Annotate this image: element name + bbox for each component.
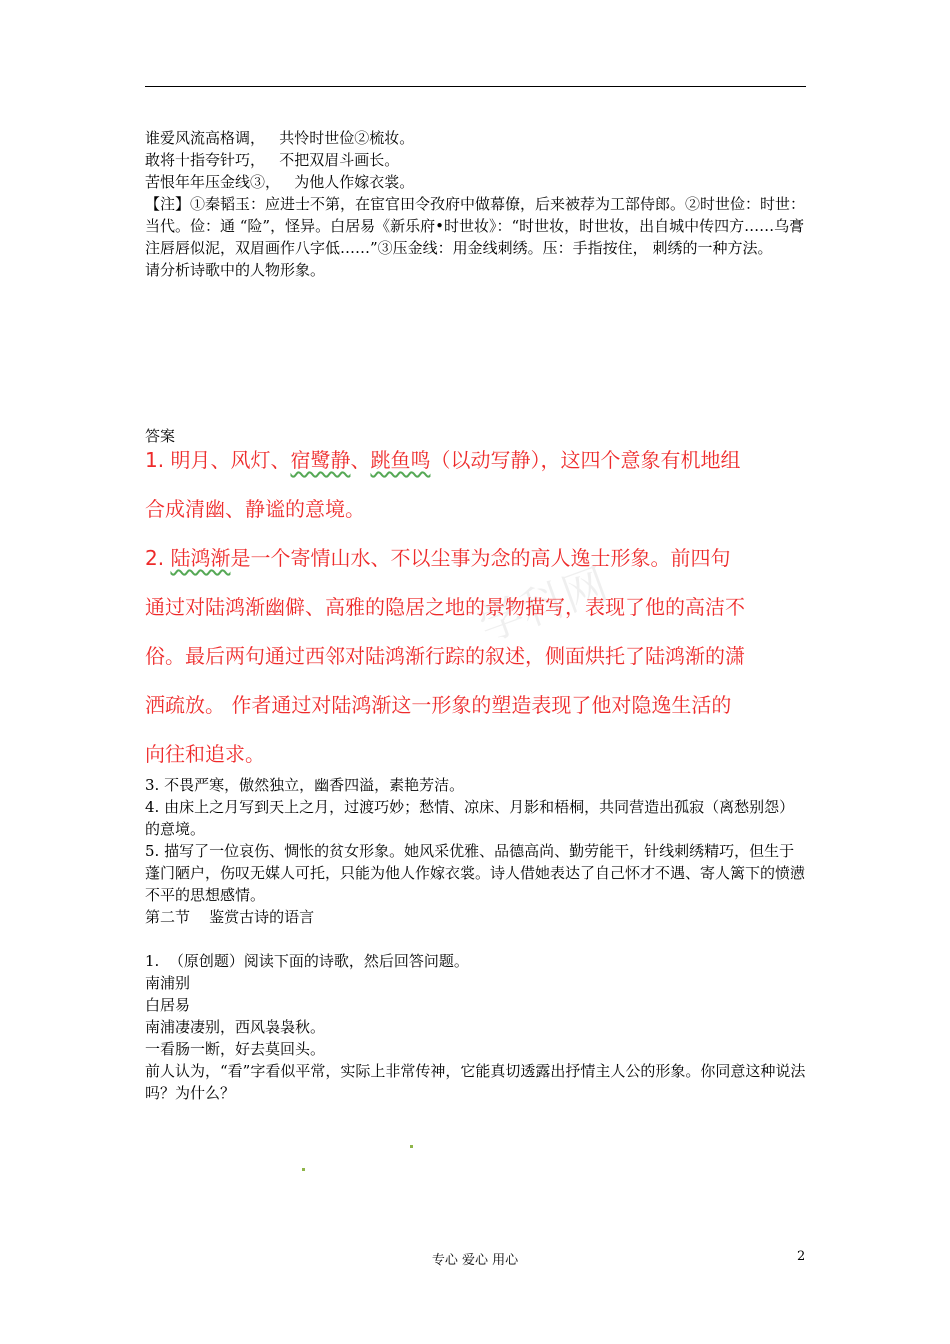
- poem-line-2: 敢将十指夸针巧， 不把双眉斗画长。: [145, 151, 400, 169]
- answer-4: 4. 由床上之月写到天上之月，过渡巧妙；愁情、凉床、月影和梧桐，共同营造出孤寂（离愁别怨）的意境。: [145, 798, 795, 838]
- answers-section: [145, 774, 807, 1104]
- red-text-wavy: 跳鱼鸣: [370, 448, 431, 472]
- answer-5: 5. 描写了一位哀伤、惆怅的贫女形象。她风采优雅、品德高尚、勤劳能干，针线刺绣精巧，但生于蓬门陋户，伤叹无媒人可托，只能为他人作嫁衣裳。诗人借她表达了自己怀才不遇、寄人篱下的愤懑不平的思想感情。: [145, 842, 806, 904]
- red-text: 2.: [145, 546, 171, 570]
- red-answer-block: [145, 448, 810, 791]
- red-answer-2-line-5: 向往和追求。: [145, 742, 265, 766]
- red-text: 1. 明月、风灯、: [145, 448, 291, 472]
- watermark-logo: 学科网: [472, 558, 615, 652]
- red-answer-2-line-2: 通过对陆鸿渐幽僻、高雅的隐居之地的景物描写，表现了他的高洁不: [145, 595, 745, 619]
- poem2-title: 南浦别: [145, 974, 191, 992]
- question-text: 请分析诗歌中的人物形象。: [145, 261, 326, 279]
- footer-motto: 专心 爱心 用心: [431, 1253, 519, 1268]
- spacer: [145, 928, 807, 950]
- poem2-author: 白居易: [145, 996, 191, 1014]
- red-text: （以动写静），这四个意象有机地组: [430, 448, 741, 472]
- header-rule: [145, 86, 806, 87]
- poem-section: [145, 127, 807, 281]
- red-text-wavy: 宿鹭静: [290, 448, 351, 472]
- poem2-line-1: 南浦凄凄别，西风袅袅秋。: [145, 1018, 326, 1036]
- section-title: 第二节 鉴赏古诗的语言: [145, 908, 315, 926]
- poem-line-3: 苦恨年年压金线③， 为他人作嫁衣裳。: [145, 173, 415, 191]
- answer-3: 3. 不畏严寒，傲然独立，幽香四溢，素艳芳洁。: [145, 776, 465, 794]
- stray-dot: [410, 1145, 413, 1148]
- answer-label: 答案: [145, 427, 176, 445]
- q1-question: 前人认为，“看”字看似平常，实际上非常传神，它能真切透露出抒情主人公的形象。你同意这种说法吗？为什么？: [145, 1062, 806, 1102]
- red-answer-1-line-2: 合成清幽、静谧的意境。: [145, 497, 365, 521]
- stray-dot: [302, 1168, 305, 1171]
- red-answer-2-line-1: [145, 546, 810, 595]
- red-text: 是一个寄情山水、不以尘事为念的高人逸士形象。前四句: [230, 546, 731, 570]
- q1-intro: 1. （原创题）阅读下面的诗歌，然后回答问题。: [145, 952, 469, 970]
- red-answer-1-line-1: [145, 448, 810, 497]
- page-number: 2: [797, 1249, 806, 1264]
- red-answer-2-line-3: 俗。最后两句通过西邻对陆鸿渐行踪的叙述，侧面烘托了陆鸿渐的潇: [145, 644, 745, 668]
- red-text: 、: [350, 448, 371, 472]
- poem-line-1: 谁爱风流高格调， 共怜时世俭②梳妆。: [145, 129, 415, 147]
- poem2-line-2: 一看肠一断，好去莫回头。: [145, 1040, 326, 1058]
- red-answer-2-line-4: 洒疏放。 作者通过对陆鸿渐这一形象的塑造表现了他对隐逸生活的: [145, 693, 732, 717]
- red-text-wavy: 陆鸿渐: [170, 546, 231, 570]
- poem-note: 【注】①秦韬玉：应进士不第，在宦官田令孜府中做幕僚，后来被荐为工部侍郎。②时世俭：时世：当代。俭：通 “险”，怪异。白居易《新乐府•时世妆》：“时世妆，时世妆，出自城中传四方……乌膏注唇唇似泥，双眉画作八字低……”③压金线：用金线刺绣。压：手指按住， 刺绣的一种方法。: [145, 195, 806, 257]
